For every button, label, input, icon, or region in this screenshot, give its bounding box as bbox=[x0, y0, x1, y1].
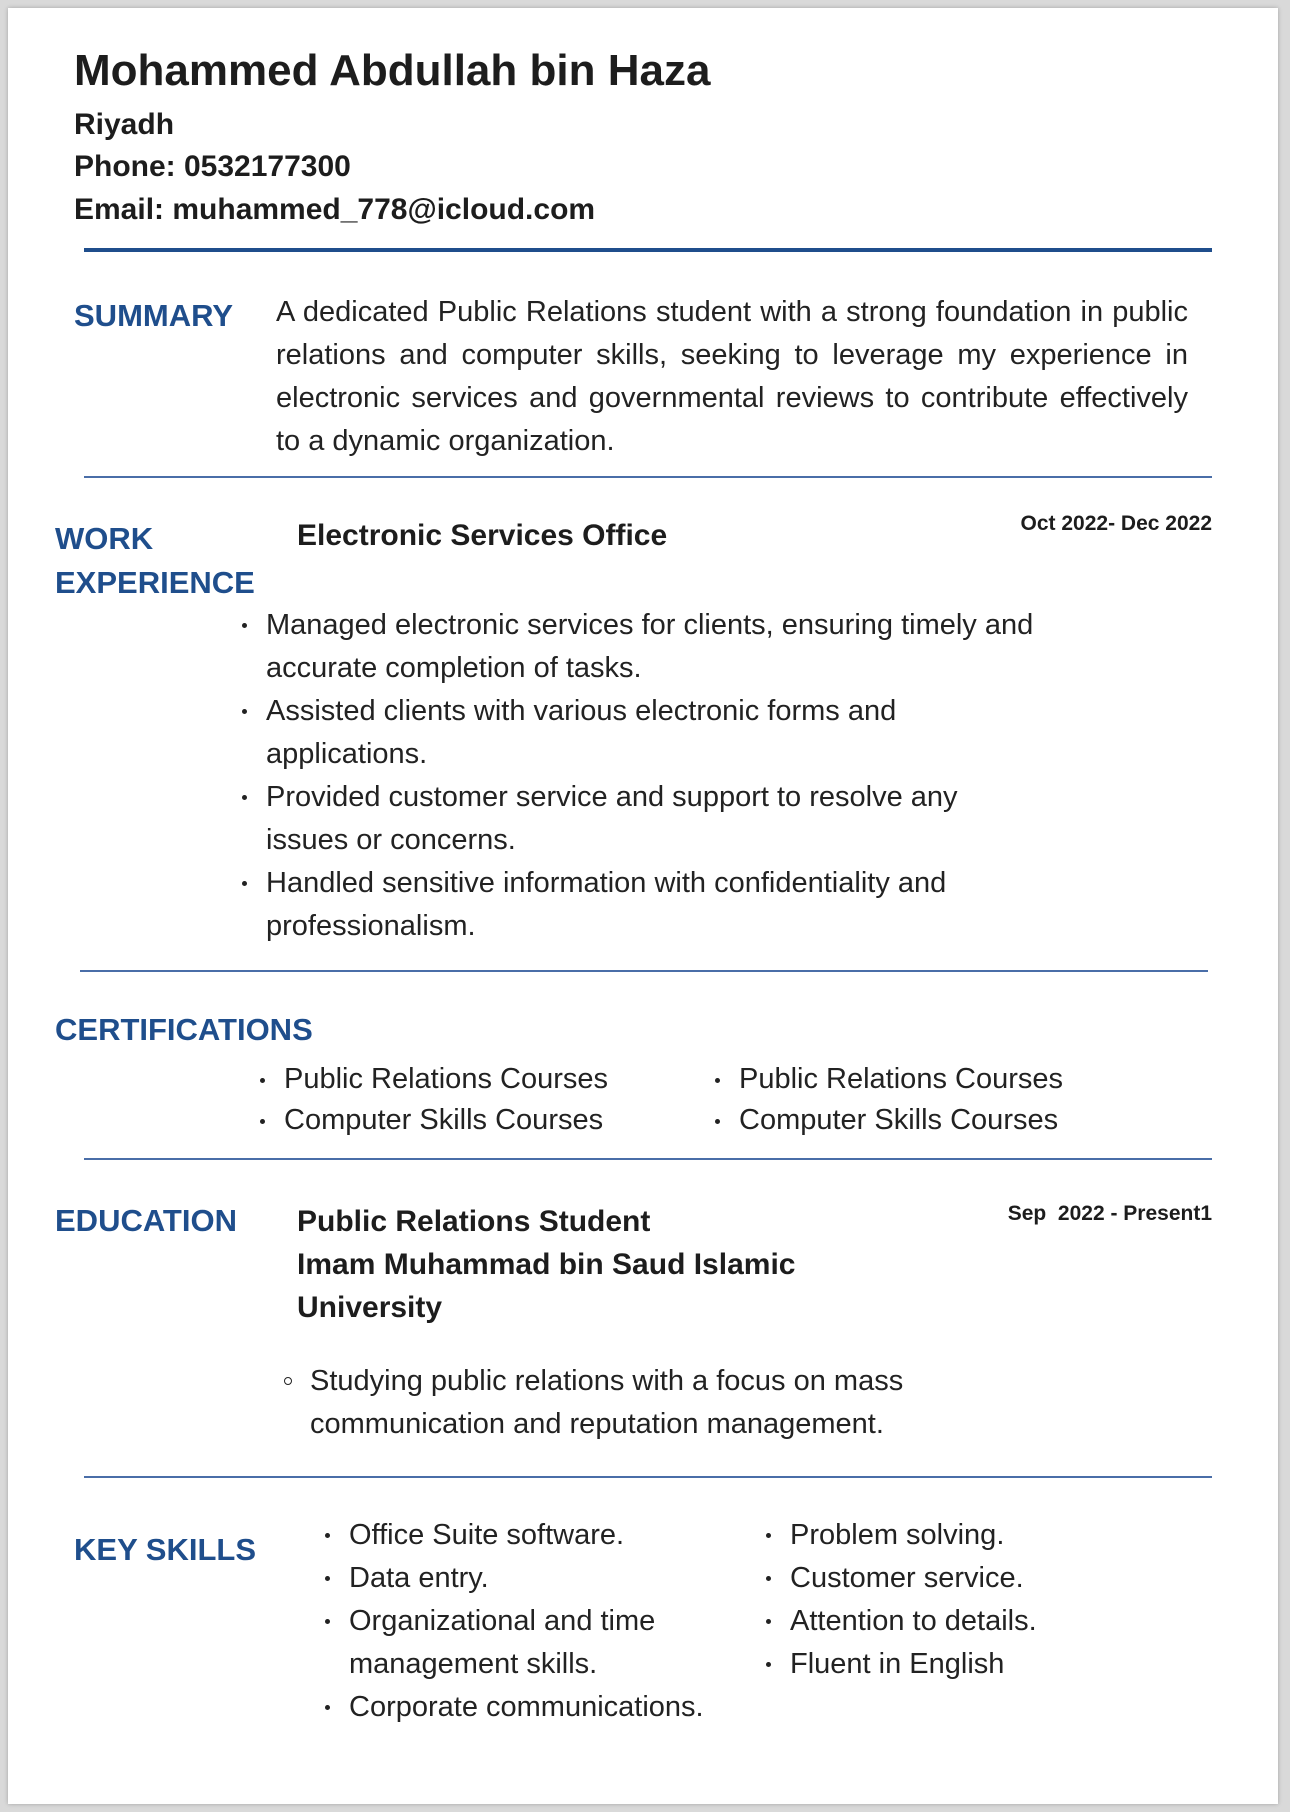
education-heading: EDUCATION bbox=[55, 1203, 237, 1238]
candidate-phone: Phone: 0532177300 bbox=[74, 150, 351, 183]
header-divider bbox=[84, 248, 1212, 252]
candidate-email: Email: muhammed_778@icloud.com bbox=[74, 193, 596, 226]
skills-heading: KEY SKILLS bbox=[74, 1532, 257, 1567]
certification-item: Computer Skills Courses bbox=[284, 1100, 684, 1141]
work-divider bbox=[80, 970, 1208, 972]
education-bullet: Studying public relations with a focus on mass communication and reputation management. bbox=[310, 1360, 1010, 1446]
skill-item: Problem solving. bbox=[790, 1514, 1190, 1557]
summary-divider bbox=[84, 476, 1212, 478]
work-heading-line2: EXPERIENCE bbox=[55, 565, 255, 600]
education-dates: Sep 2022 - Present1 bbox=[1007, 1202, 1212, 1225]
summary-heading: SUMMARY bbox=[74, 298, 234, 333]
skill-item: Corporate communications. bbox=[349, 1686, 729, 1729]
skill-item: Customer service. bbox=[790, 1557, 1190, 1600]
education-degree: Public Relations Student bbox=[297, 1205, 651, 1238]
skills-list-left bbox=[349, 1514, 729, 1729]
work-bullet: Provided customer service and support to resolve any issues or concerns. bbox=[266, 776, 1046, 862]
skill-item: Office Suite software. bbox=[349, 1514, 729, 1557]
skill-item: Attention to details. bbox=[790, 1600, 1190, 1643]
certifications-list-left bbox=[284, 1059, 684, 1141]
education-divider bbox=[84, 1476, 1212, 1478]
certifications-divider bbox=[84, 1158, 1212, 1160]
work-bullet: Managed electronic services for clients, ensuring timely and accurate completion of tasks. bbox=[266, 604, 1046, 690]
work-bullet: Assisted clients with various electronic forms and applications. bbox=[266, 690, 1046, 776]
skill-item: Data entry. bbox=[349, 1557, 729, 1600]
candidate-name: Mohammed Abdullah bin Haza bbox=[74, 46, 711, 95]
work-heading bbox=[55, 517, 255, 605]
certification-item: Computer Skills Courses bbox=[739, 1100, 1139, 1141]
certification-item: Public Relations Courses bbox=[284, 1059, 684, 1100]
summary-text: A dedicated Public Relations student with a strong foundation in public relations and computer skills, seeking to leverage my experience in electronic services and governmental reviews to contribute effectively to a dynamic organization. bbox=[276, 296, 1188, 457]
certifications-heading: CERTIFICATIONS bbox=[55, 1012, 313, 1047]
education-details bbox=[297, 1200, 857, 1329]
candidate-city: Riyadh bbox=[74, 108, 175, 141]
job-title: Electronic Services Office bbox=[297, 519, 668, 552]
education-school-line2: University bbox=[297, 1291, 443, 1324]
education-school-line1: Imam Muhammad bin Saud Islamic bbox=[297, 1248, 796, 1281]
skills-list-right bbox=[790, 1514, 1190, 1686]
work-bullet-list bbox=[266, 604, 1046, 948]
job-dates: Oct 2022- Dec 2022 bbox=[1020, 512, 1212, 535]
skill-item: Organizational and time management skills. bbox=[349, 1600, 729, 1686]
education-bullet-list bbox=[310, 1360, 1010, 1446]
skill-item: Fluent in English bbox=[790, 1643, 1190, 1686]
resume-page bbox=[8, 8, 1278, 1804]
work-heading-line1: WORK bbox=[55, 521, 154, 556]
work-bullet: Handled sensitive information with confidentiality and professionalism. bbox=[266, 862, 1046, 948]
certification-item: Public Relations Courses bbox=[739, 1059, 1139, 1100]
certifications-list-right bbox=[739, 1059, 1139, 1141]
